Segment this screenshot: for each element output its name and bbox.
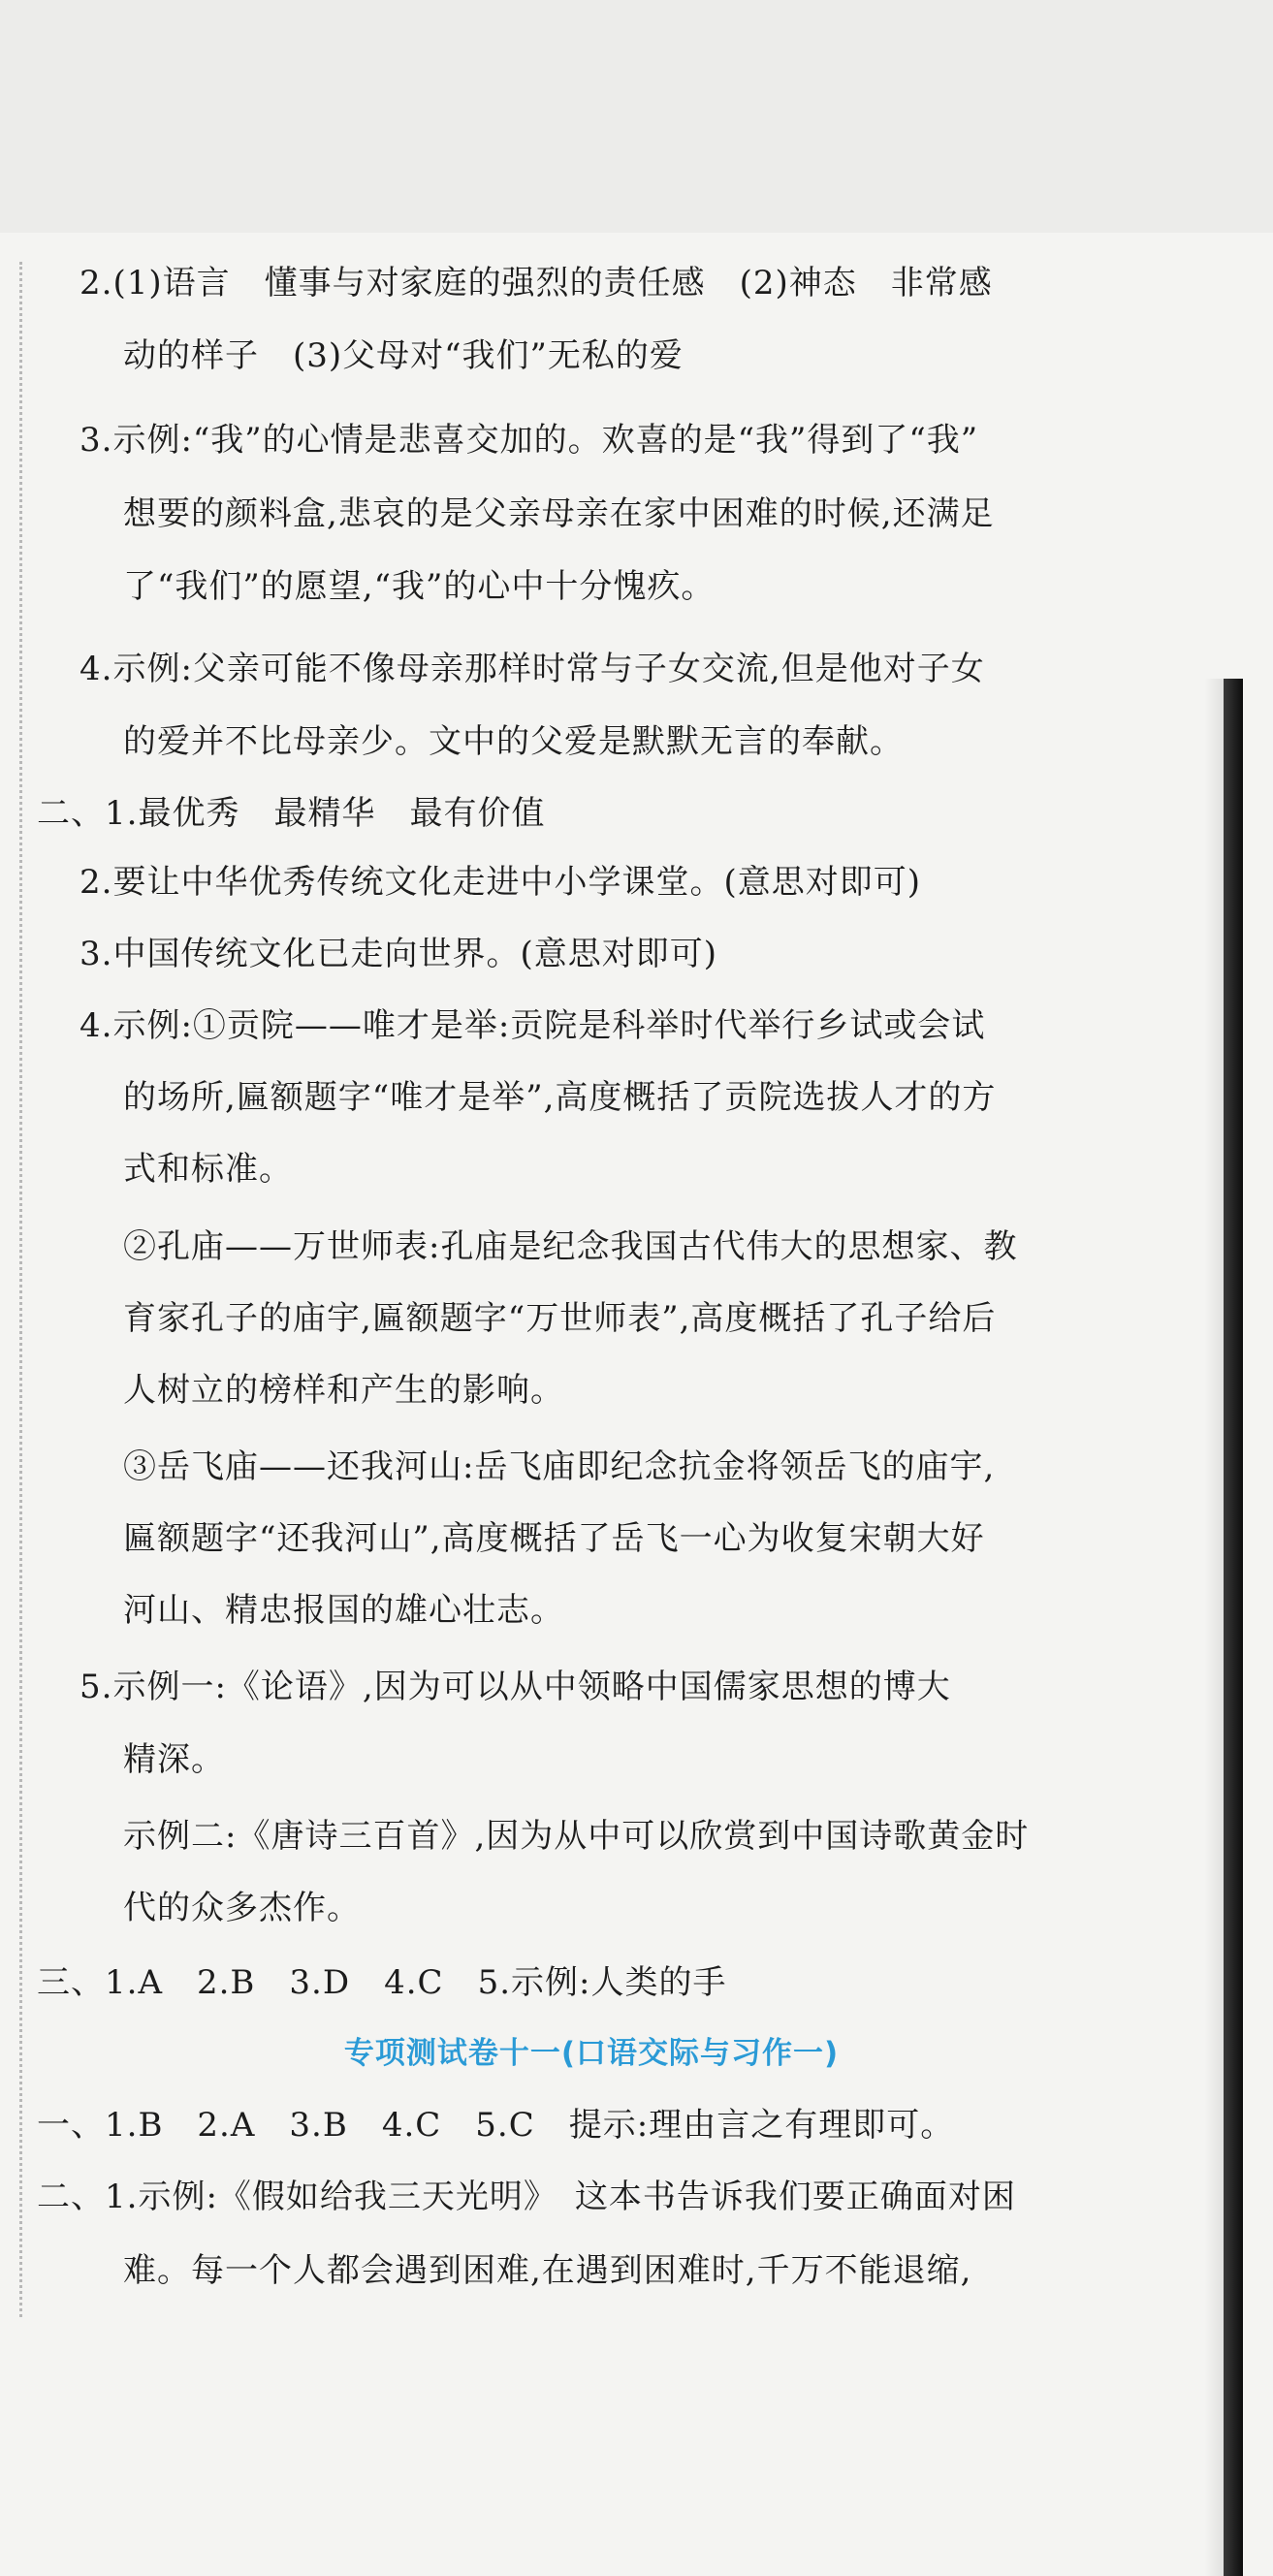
section-line: 三、1.A 2.B 3.D 4.C 5.示例:人类的手 — [37, 1963, 727, 2002]
section-line: 二、1.示例:《假如给我三天光明》 这本书告诉我们要正确面对困 — [37, 2178, 1016, 2216]
page-edge-shadow — [1204, 679, 1224, 2576]
answer-line: 河山、精忠报国的雄心壮志。 — [123, 1591, 564, 1630]
section-heading: 专项测试卷十一(口语交际与习作一) — [343, 2036, 840, 2071]
answer-line: ②孔庙——万世师表:孔庙是纪念我国古代伟大的思想家、教 — [123, 1227, 1018, 1266]
binding-dotted-line — [19, 262, 22, 2317]
answer-line: 想要的颜料盒,悲哀的是父亲母亲在家中困难的时候,还满足 — [123, 494, 995, 533]
page-edge-dark-border — [1224, 679, 1243, 2576]
answer-line: 3.中国传统文化已走向世界。(意思对即可) — [80, 935, 717, 973]
top-blank-band — [0, 0, 1273, 233]
section-line: 一、1.B 2.A 3.B 4.C 5.C 提示:理由言之有理即可。 — [37, 2106, 955, 2145]
answer-line: 3.示例:“我”的心情是悲喜交加的。欢喜的是“我”得到了“我” — [80, 421, 979, 460]
answer-line: 4.示例:①贡院——唯才是举:贡院是科举时代举行乡试或会试 — [80, 1006, 986, 1045]
answer-line: 示例二:《唐诗三百首》,因为从中可以欣赏到中国诗歌黄金时 — [123, 1817, 1030, 1856]
answer-line: 育家孔子的庙宇,匾额题字“万世师表”,高度概括了孔子给后 — [123, 1299, 997, 1338]
answer-line: 了“我们”的愿望,“我”的心中十分愧疚。 — [123, 567, 716, 606]
answer-line: 人树立的榜样和产生的影响。 — [123, 1371, 564, 1410]
answer-line: ③岳飞庙——还我河山:岳飞庙即纪念抗金将领岳飞的庙宇, — [123, 1447, 996, 1486]
answer-line: 的爱并不比母亲少。文中的父爱是默默无言的奉献。 — [123, 722, 904, 761]
answer-line: 2.要让中华优秀传统文化走进中小学课堂。(意思对即可) — [80, 863, 921, 902]
answer-line: 的场所,匾额题字“唯才是举”,高度概括了贡院选拔人才的方 — [123, 1078, 997, 1117]
answer-line: 2.(1)语言 懂事与对家庭的强烈的责任感 (2)神态 非常感 — [80, 264, 993, 302]
answer-line: 精深。 — [123, 1740, 225, 1779]
answer-line: 4.示例:父亲可能不像母亲那样时常与子女交流,但是他对子女 — [80, 650, 985, 688]
answer-line: 匾额题字“还我河山”,高度概括了岳飞一心为收复宋朝大好 — [123, 1519, 985, 1558]
answer-line: 式和标准。 — [123, 1150, 293, 1189]
answer-line: 动的样子 (3)父母对“我们”无私的爱 — [123, 336, 684, 375]
answer-line: 5.示例一:《论语》,因为可以从中领略中国儒家思想的博大 — [80, 1668, 951, 1706]
answer-line: 难。每一个人都会遇到困难,在遇到困难时,千万不能退缩, — [123, 2251, 972, 2290]
section-line: 二、1.最优秀 最精华 最有价值 — [37, 794, 546, 833]
answer-line: 代的众多杰作。 — [123, 1889, 361, 1927]
